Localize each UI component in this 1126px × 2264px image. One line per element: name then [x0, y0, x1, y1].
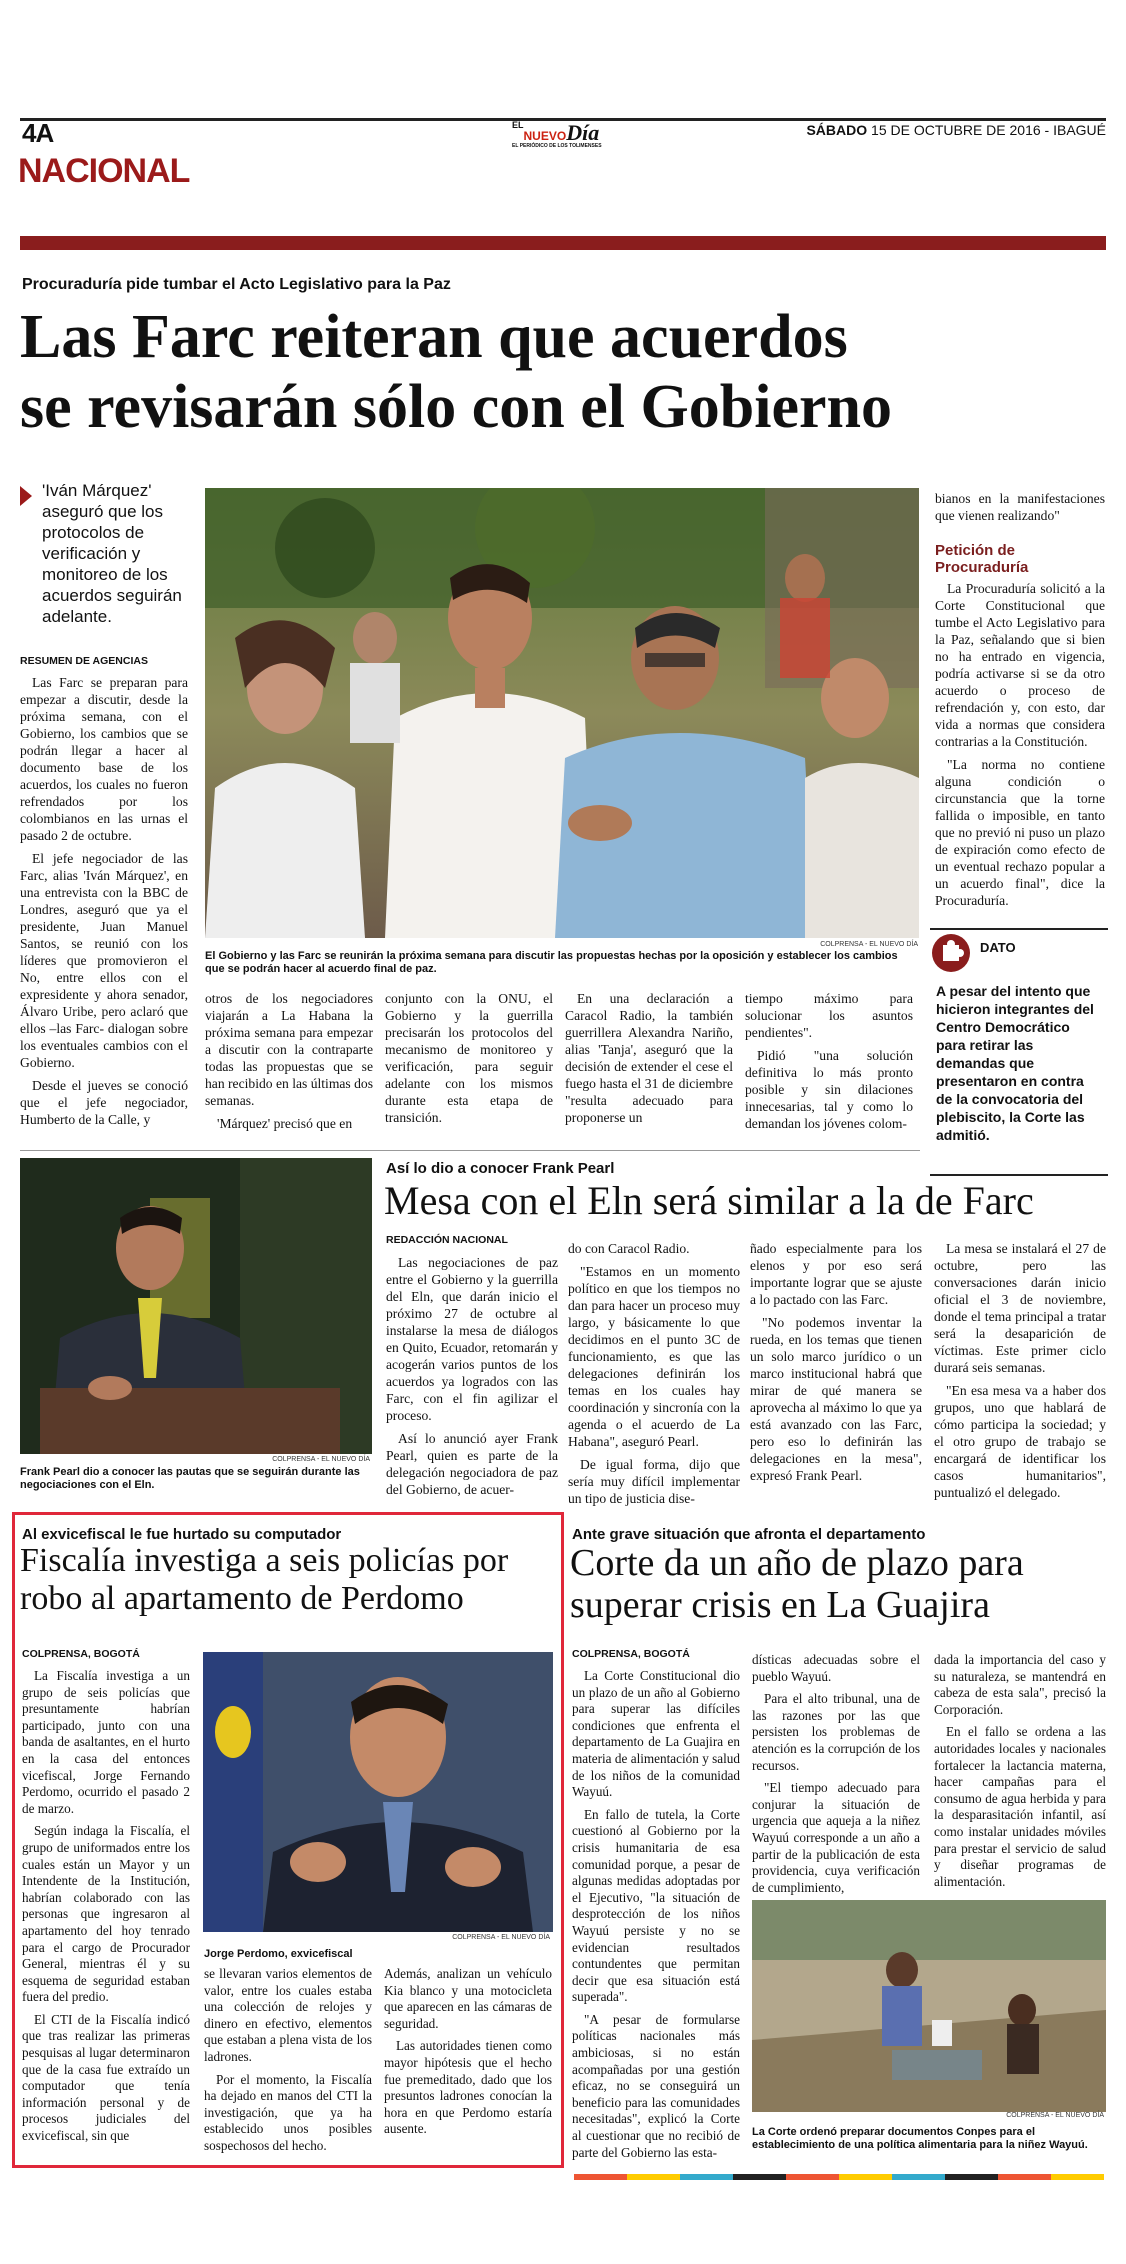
dato-label: DATO — [980, 940, 1016, 955]
newspaper-logo — [512, 120, 622, 154]
eln-byline: REDACCIÓN NACIONAL — [386, 1234, 508, 1246]
lead-right-subhead: Petición de Procuraduría — [935, 542, 1029, 576]
paragraph: Para el alto tribunal, una de las razones por las que persisten los problemas de atención es la corrupción de los recursos. — [752, 1691, 920, 1773]
guajira-photo — [752, 1900, 1106, 2112]
section-band — [20, 236, 1106, 250]
eln-col1 — [386, 1254, 558, 1504]
fiscalia-headline-line1: Fiscalía investiga a seis policías por — [20, 1542, 509, 1579]
fiscalia-photo-credit: COLPRENSA - EL NUEVO DÍA — [452, 1934, 550, 1941]
lead-photo-caption: El Gobierno y las Farc se reunirán la próxima semana para discutir las propuestas hechas por la oposición y establecer los cambios que se podrán hacer al acuerdo final de paz. — [205, 950, 898, 975]
lead-right-col-top — [935, 490, 1105, 530]
paragraph: La Corte Constitucional dio un plazo de un año al Gobierno para superar las difíciles condiciones que enfrenta el departamento de La Guajira en materia de alimentación y salud de los niños de la comunidad Wayuú. — [572, 1668, 740, 1800]
dato-text: A pesar del intento que hicieron integrantes del Centro Democrático para retirar las demandas que presentaron en contra de la convocatoria del plebiscito, la Corte las admitió. — [936, 983, 1094, 1143]
eln-col2 — [568, 1240, 740, 1513]
fiscalia-kicker: Al exvicefiscal le fue hurtado su computador — [22, 1526, 342, 1543]
paragraph: Las Farc se preparan para empezar a discutir, desde la próxima semana, con el Gobierno, los cambios que se podrán llegar a hacer al documento base de los acuerdos, los cuales no fueron refrendados por los colombianos en las urnas el pasado 2 de octubre. — [20, 675, 188, 843]
lead-col3 — [385, 990, 553, 1132]
guajira-headline-line1: Corte da un año de plazo para — [570, 1542, 1024, 1584]
eln-kicker: Así lo dio a conocer Frank Pearl — [386, 1160, 615, 1177]
fiscalia-photo — [203, 1652, 553, 1932]
paragraph: otros de los negociadores viajarán a La Habana la próxima semana para empezar a discutir con la contraparte todas las propuestas que se han recibido en las últimas dos semanas. — [205, 991, 373, 1108]
paragraph: bianos en la manifestaciones que vienen realizando" — [935, 491, 1105, 523]
fiscalia-col2 — [204, 1966, 372, 2161]
guajira-col1 — [572, 1668, 740, 2167]
paragraph: tiempo máximo para solucionar los asuntos pendientes". — [745, 991, 913, 1040]
paragraph: La mesa se instalará el 27 de octubre, pero las conversaciones darán inicio oficial el 3 de noviembre, donde el tema principal a tratar será la desaparición de víctimas. Este primer ciclo durará seis semanas. — [934, 1241, 1106, 1375]
lead-byline: RESUMEN DE AGENCIAS — [20, 655, 148, 667]
paragraph: conjunto con la ONU, el Gobierno y la guerrilla precisarán los protocolos del mecanismo de monitoreo y verificación, para seguir adelante con los mismos durante esta etapa de transición. — [385, 991, 553, 1125]
paragraph: Las autoridades tienen como mayor hipótesis que el hecho fue premeditado, dado que los presuntos ladrones conocían la hora en que Perdomo estaría ausente. — [384, 2038, 552, 2137]
eln-headline: Mesa con el Eln será similar a la de Farc — [384, 1178, 1034, 1223]
paragraph: dada la importancia del caso y su naturaleza, se mantendrá en cabeza de esta sala", precisó la Corporación. — [934, 1652, 1106, 1717]
guajira-col3 — [934, 1652, 1106, 1896]
eln-photo-credit: COLPRENSA - EL NUEVO DÍA — [272, 1456, 370, 1463]
lead-col4 — [565, 990, 733, 1132]
guajira-byline: COLPRENSA, BOGOTÁ — [572, 1648, 690, 1660]
lead-headline-line2: se revisarán sólo con el Gobierno — [20, 373, 892, 441]
eln-photo — [20, 1158, 372, 1454]
dato-box — [930, 928, 1108, 1176]
logo-pre: EL — [512, 120, 524, 130]
lead-col2 — [205, 990, 373, 1138]
lead-photo — [205, 488, 919, 938]
lead-summary-marker — [20, 486, 32, 506]
paragraph: Las negociaciones de paz entre el Gobierno y la guerrilla del Eln, que darán inicio el próximo 27 de octubre al instalarse la mesa de diálogos en Quito, Ecuador, retomarán y acogerán varios puntos de los acuerdos ya logrados con las Farc, con el fin agilizar el proceso. — [386, 1255, 558, 1423]
lead-kicker: Procuraduría pide tumbar el Acto Legislativo para la Paz — [22, 276, 451, 293]
dato-icon — [932, 934, 970, 972]
logo-suffix: Día — [566, 120, 600, 145]
speaker-photo-illustration — [20, 1158, 372, 1454]
fiscalia-byline: COLPRENSA, BOGOTÁ — [22, 1648, 140, 1660]
lead-right-col — [935, 580, 1105, 915]
page-header — [0, 0, 1126, 260]
paragraph: do con Caracol Radio. — [568, 1241, 690, 1256]
paragraph: se llevaran varios elementos de valor, entre los cuales estaba una colección de relojes y dinero en efectivo, elementos que estaban a plena vista de los ladrones. — [204, 1966, 372, 2064]
paragraph: El CTI de la Fiscalía indicó que tras realizar las primeras pesquisas al lugar determinaron que de la casa fue extraído un computador que tenía información personal y de procesos judiciales del exvicefiscal, sin que — [22, 2011, 190, 2144]
paragraph: "No podemos inventar la rueda, en los temas que tienen un solo marco jurídico o un marco institucional habrá que mirar de qué manera se aprovecha al máximo lo que ya está avanzado con las Farc, pero eso lo definirán las delegaciones en la mesa", expresó Frank Pearl. — [750, 1315, 922, 1483]
paragraph: La Procuraduría solicitó a la Corte Constitucional que tumbe el Acto Legislativo para la Paz, señalando que si bien no ha entrado en vigencia, podría activarse si se da otro acuerdo o proceso de refrendación y, con esto, dar vida a normas que considera contrarias a la Constitución. — [935, 581, 1105, 749]
paragraph: El jefe negociador de las Farc, alias 'Iván Márquez', en una entrevista con la BBC de Londres, aseguró que ya el presidente, Juan Manuel Santos, se reunió con los líderes que promovieron el No, entre ellos con el expresidente y ahora senador, Álvaro Uribe, pero aclaró que ellos –las Farc- dialogan sobre los eventuales cambios con el Gobierno. — [20, 851, 188, 1070]
paragraph: Además, analizan un vehículo Kia blanco y una motocicleta que aparecen en las cámaras de seguridad. — [384, 1966, 552, 2031]
logo-main: NUEVO — [523, 129, 567, 143]
guajira-kicker: Ante grave situación que afronta el departamento — [572, 1526, 926, 1543]
date-weekday: SÁBADO — [806, 122, 868, 138]
section-separator — [20, 1150, 920, 1151]
lead-col1 — [20, 674, 188, 1134]
paragraph: Según indaga la Fiscalía, el grupo de uniformados entre los cuales están un Mayor y un Intendente de la Institución, habrían colaborado con las personas que ingresaron al apartamento del hoy tenrado para el cargo de Procurador General, mientras él y su esquema de seguridad estaban fuera del predio. — [22, 1823, 190, 2005]
guajira-headline-line2: superar crisis en La Guajira — [570, 1584, 990, 1626]
paragraph: "El tiempo adecuado para conjurar la situación de urgencia que aqueja a la niñez Wayuú corresponde a un año a partir de la publicación de esta providencia, cuya verificación de cumplimiento, — [752, 1780, 920, 1895]
children-photo-illustration — [752, 1900, 1106, 2112]
lead-headline — [20, 302, 1110, 442]
guajira-photo-caption: La Corte ordenó preparar documentos Conpes para el establecimiento de una política alimentaria para la niñez Wayuú. — [752, 2126, 1088, 2151]
guajira-photo-credit: COLPRENSA - EL NUEVO DÍA — [1006, 2112, 1104, 2119]
fiscalia-col1 — [22, 1668, 190, 2151]
section-title: NACIONAL — [18, 152, 190, 190]
lead-photo-credit: COLPRENSA - EL NUEVO DÍA — [820, 941, 918, 948]
fiscalia-col3 — [384, 1966, 552, 2144]
paragraph: ñado especialmente para los elenos y por eso será importante lograr que se ajuste a lo pactado con las Farc. — [750, 1241, 922, 1307]
paragraph: "Estamos en un momento político en que los tiempos no dan para hacer un proceso muy largo, y básicamente lo que decidimos en el punto 3C de funcionamiento, es que las delegaciones definirán los temas en los cuales hay coordinación y sincronía con la agenda o el acuerdo de La Habana", aseguró Pearl. — [568, 1264, 740, 1449]
paragraph: Pidió "una solución definitiva lo más pronto posible y sin dilaciones innecesarias, tal y como lo demandan los jóvenes colom- — [745, 1048, 913, 1131]
paragraph: La Fiscalía investiga a un grupo de seis policías que presuntamente habrían participado, junto con una banda de asaltantes, en el hurto en la casa del entonces vicefiscal, Jorge Fernando Perdomo, ocurrido el pasado 2 de marzo. — [22, 1668, 190, 1816]
guajira-col2 — [752, 1652, 920, 1902]
logo-tagline: EL PERIÓDICO DE LOS TOLIMENSES — [512, 143, 602, 149]
guajira-headline — [570, 1542, 1110, 1626]
date-text: 15 DE OCTUBRE DE 2016 - IBAGUÉ — [871, 122, 1106, 138]
eln-photo-caption: Frank Pearl dio a conocer las pautas que se seguirán durante las negociaciones con el Eln. — [20, 1466, 360, 1491]
fiscalia-headline-line2: robo al apartamento de Perdomo — [20, 1580, 464, 1617]
lead-col5 — [745, 990, 913, 1138]
portrait-photo-illustration — [203, 1652, 553, 1932]
fiscalia-photo-caption: Jorge Perdomo, exvicefiscal — [204, 1948, 353, 1960]
lead-headline-line1: Las Farc reiteran que acuerdos — [20, 303, 848, 371]
puzzle-icon — [932, 934, 970, 972]
page-number: 4A — [22, 118, 54, 148]
paragraph: "En esa mesa va a haber dos grupos, uno que hablará de cómo participa la sociedad; y el otro grupo de trabajo se encargará de identificar los casos humanitarios", puntualizó el delegado. — [934, 1383, 1106, 1500]
paragraph: En el fallo se ordena a las autoridades locales y nacionales fortalecer la lactancia materna, hacer campañas para el consumo de agua herbida y para la desparasitación infantil, así como instalar unidades móviles para prestar el servicio de salud y diseñar programas de alimentación. — [934, 1724, 1106, 1889]
paragraph: dísticas adecuadas sobre el pueblo Wayuú. — [752, 1652, 920, 1684]
print-registration-bar — [574, 2174, 1104, 2180]
paragraph: 'Márquez' precisó que en — [217, 1116, 353, 1131]
paragraph: En una declaración a Caracol Radio, la también guerrillera Alexandra Nariño, alias 'Tanja', aseguró que la decisión de extender el cese el fuego hasta el 31 de diciembre "resulta adecuado para proponerse un — [565, 991, 733, 1125]
paragraph: De igual forma, dijo que sería muy difícil implementar un tipo de justicia dise- — [568, 1457, 740, 1506]
eln-col3 — [750, 1240, 922, 1490]
paragraph: "La norma no contiene alguna condición o circunstancia que la torne fallida o imposible, en tanto que no previó ni puso un plazo de expiración como efecto de un eventual rechazo popular a un acuerdo final", dice la Procuraduría. — [935, 757, 1105, 908]
paragraph: "A pesar de formularse políticas nacionales más ambiciosas, si no están acompañadas por una gestión eficaz, no se conseguirá un beneficio para las comunidades necesitadas", explicó la Corte al cuestionar que no recibió de parte del Gobierno las esta- — [572, 2011, 740, 2160]
paragraph: Por el momento, la Fiscalía ha dejado en manos del CTI la investigación, que ya ha establecido unos posibles sospechosos del hecho. — [204, 2071, 372, 2153]
eln-col4 — [934, 1240, 1106, 1507]
handshake-photo-illustration — [205, 488, 919, 938]
date-line — [790, 122, 1106, 138]
paragraph: En fallo de tutela, la Corte cuestionó al Gobierno por la crisis humanitaria de esa comunidad porque, a pesar de algunas medidas adoptadas por el Ejecutivo, "la situación de desprotección de los niños Wayuú persiste y no se evidencian resultados contundentes que permitan decir que esa situación está superada". — [572, 1806, 740, 2005]
paragraph: Desde el jueves se conoció que el jefe negociador, Humberto de la Calle, y — [20, 1078, 188, 1127]
paragraph: Así lo anunció ayer Frank Pearl, quien es parte de la delegación negociadora de paz del Gobierno, de acuer- — [386, 1431, 558, 1497]
fiscalia-headline — [20, 1542, 560, 1618]
lead-summary: 'Iván Márquez' aseguró que los protocolos de verificación y monitoreo de los acuerdos seguirán adelante. — [42, 481, 182, 626]
